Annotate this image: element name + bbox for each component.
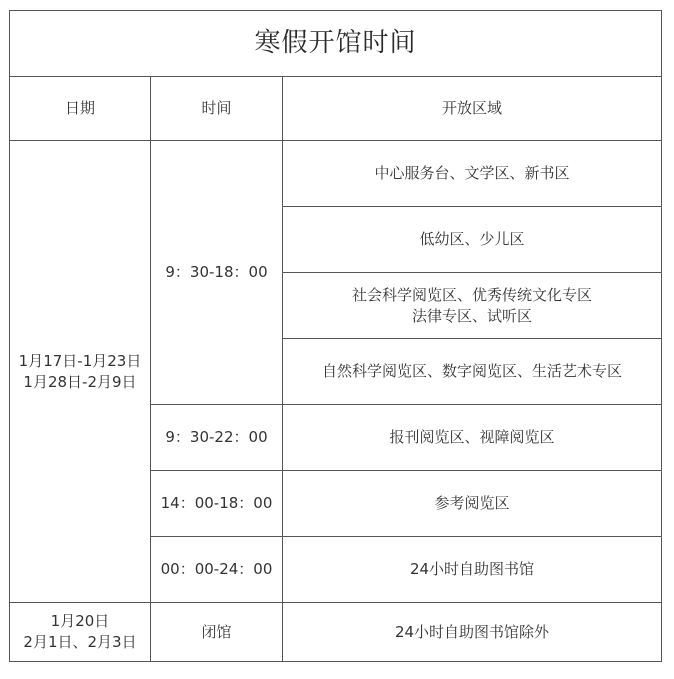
area-line: 法律专区、试听区 xyxy=(412,306,533,325)
closed-status-cell: 闭馆 xyxy=(151,603,283,662)
time-slot-cell: 9：30-22：00 xyxy=(151,405,283,471)
area-cell: 报刊阅览区、视障阅览区 xyxy=(283,405,662,471)
table-title: 寒假开馆时间 xyxy=(10,11,662,77)
title-row xyxy=(10,11,662,77)
area-cell: 中心服务台、文学区、新书区 xyxy=(283,141,662,207)
area-cell: 参考阅览区 xyxy=(283,471,662,537)
open-date-range-2: 1月28日-2月9日 xyxy=(23,372,137,391)
time-slot-cell: 9：30-18：00 xyxy=(151,141,283,405)
closed-date-1: 1月20日 xyxy=(50,612,110,630)
header-row xyxy=(10,77,662,141)
open-dates-cell xyxy=(10,141,151,603)
header-date: 日期 xyxy=(10,77,151,141)
closed-note-cell: 24小时自助图书馆除外 xyxy=(283,603,662,662)
header-area: 开放区域 xyxy=(283,77,662,141)
time-slot-cell: 00：00-24：00 xyxy=(151,537,283,603)
closed-dates-cell xyxy=(10,603,151,662)
area-cell xyxy=(283,273,662,339)
closed-row xyxy=(10,603,662,662)
open-date-range-1: 1月17日-1月23日 xyxy=(18,351,142,370)
schedule-table-container xyxy=(9,10,661,668)
area-cell: 24小时自助图书馆 xyxy=(283,537,662,603)
closed-date-2: 2月1日、2月3日 xyxy=(23,633,137,651)
table-row xyxy=(10,141,662,207)
header-time: 时间 xyxy=(151,77,283,141)
area-cell: 自然科学阅览区、数字阅览区、生活艺术专区 xyxy=(283,339,662,405)
winter-hours-table xyxy=(9,10,662,662)
area-line: 社会科学阅览区、优秀传统文化专区 xyxy=(352,285,593,304)
area-cell: 低幼区、少儿区 xyxy=(283,207,662,273)
time-slot-cell: 14：00-18：00 xyxy=(151,471,283,537)
